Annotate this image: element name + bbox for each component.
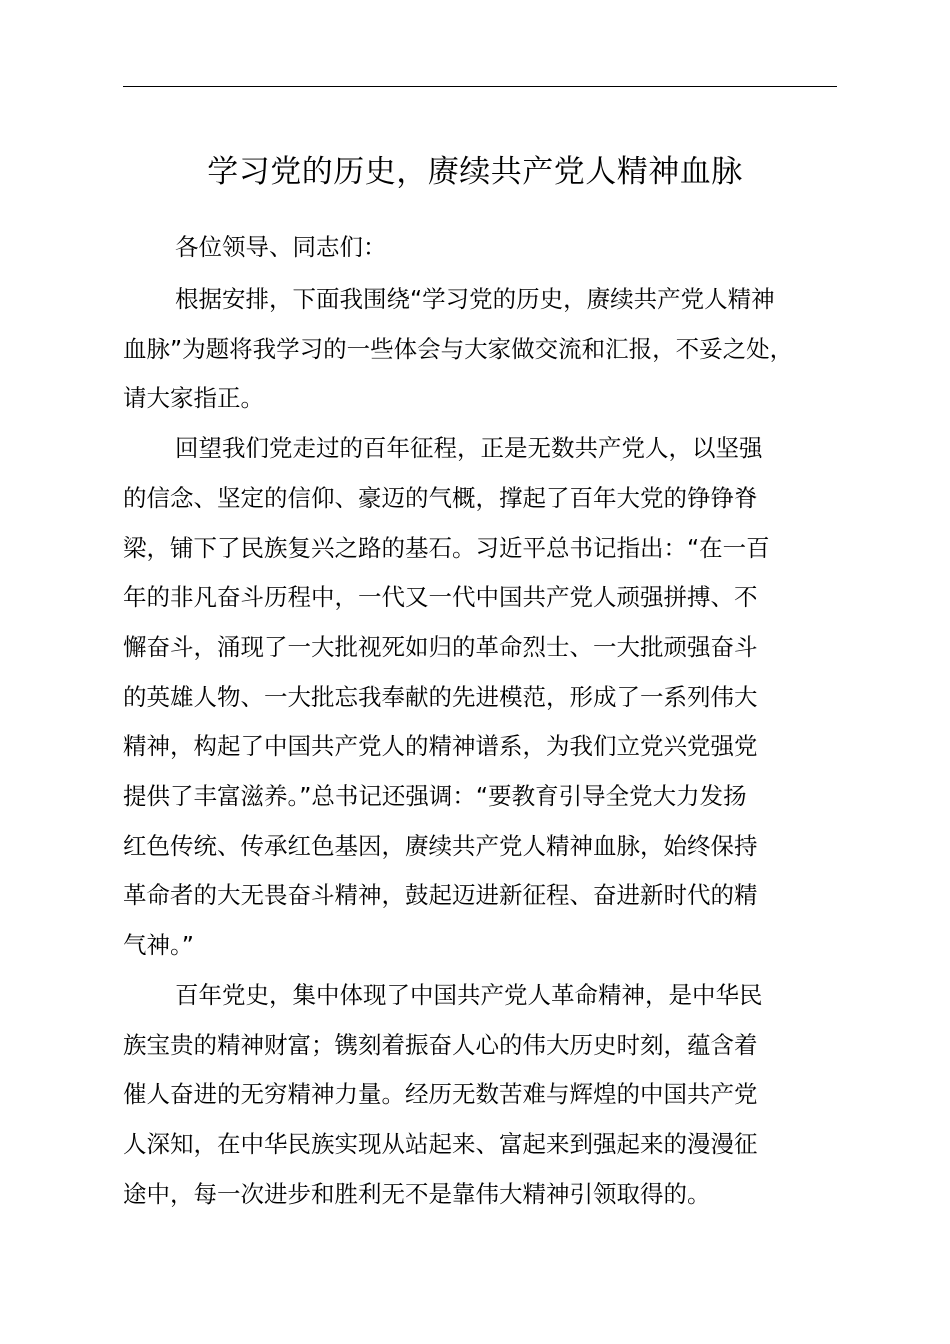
paragraph-2-line-6: 的英雄人物、一大批忘我奉献的先进模范，形成了一系列伟大: [123, 683, 758, 711]
paragraph-3-line-3: 催人奋进的无穷精神力量。经历无数苦难与辉煌的中国共产党: [123, 1080, 758, 1108]
salutation: 各位领导、同志们：: [175, 233, 387, 261]
paragraph-2-line-9: 红色传统、传承红色基因，赓续共产党人精神血脉，始终保持: [123, 832, 758, 860]
paragraph-2-line-11: 气神。”: [123, 931, 194, 959]
paragraph-1-line-3: 请大家指正。: [123, 384, 264, 412]
paragraph-3-line-4: 人深知，在中华民族实现从站起来、富起来到强起来的漫漫征: [123, 1130, 758, 1158]
paragraph-1-line-1: 根据安排，下面我围绕“学习党的历史，赓续共产党人精神: [175, 285, 775, 313]
paragraph-2-line-5: 懈奋斗，涌现了一大批视死如归的革命烈士、一大批顽强奋斗: [123, 633, 758, 661]
paragraph-3-line-1: 百年党史，集中体现了中国共产党人革命精神，是中华民: [175, 981, 763, 1009]
paragraph-2-line-2: 的信念、坚定的信仰、豪迈的气概，撑起了百年大党的铮铮脊: [123, 484, 758, 512]
paragraph-2-line-7: 精神，构起了中国共产党人的精神谱系，为我们立党兴党强党: [123, 732, 758, 760]
paragraph-2-line-3: 梁，铺下了民族复兴之路的基石。习近平总书记指出：“在一百: [123, 534, 770, 562]
paragraph-3-line-2: 族宝贵的精神财富；镌刻着振奋人心的伟大历史时刻，蕴含着: [123, 1031, 758, 1059]
paragraph-2-line-4: 年的非凡奋斗历程中，一代又一代中国共产党人顽强拼搏、不: [123, 583, 758, 611]
header-rule: [123, 86, 837, 87]
paragraph-3-line-5: 途中，每一次进步和胜利无不是靠伟大精神引领取得的。: [123, 1180, 711, 1208]
paragraph-1-line-2: 血脉”为题将我学习的一些体会与大家做交流和汇报，不妥之处，: [123, 335, 794, 363]
paragraph-2-line-8: 提供了丰富滋养。”总书记还强调：“要教育引导全党大力发扬: [123, 782, 747, 810]
document-title: 学习党的历史，赓续共产党人精神血脉: [207, 154, 743, 190]
paragraph-2-line-10: 革命者的大无畏奋斗精神，鼓起迈进新征程、奋进新时代的精: [123, 881, 758, 909]
paragraph-2-line-1: 回望我们党走过的百年征程，正是无数共产党人，以坚强: [175, 434, 763, 462]
